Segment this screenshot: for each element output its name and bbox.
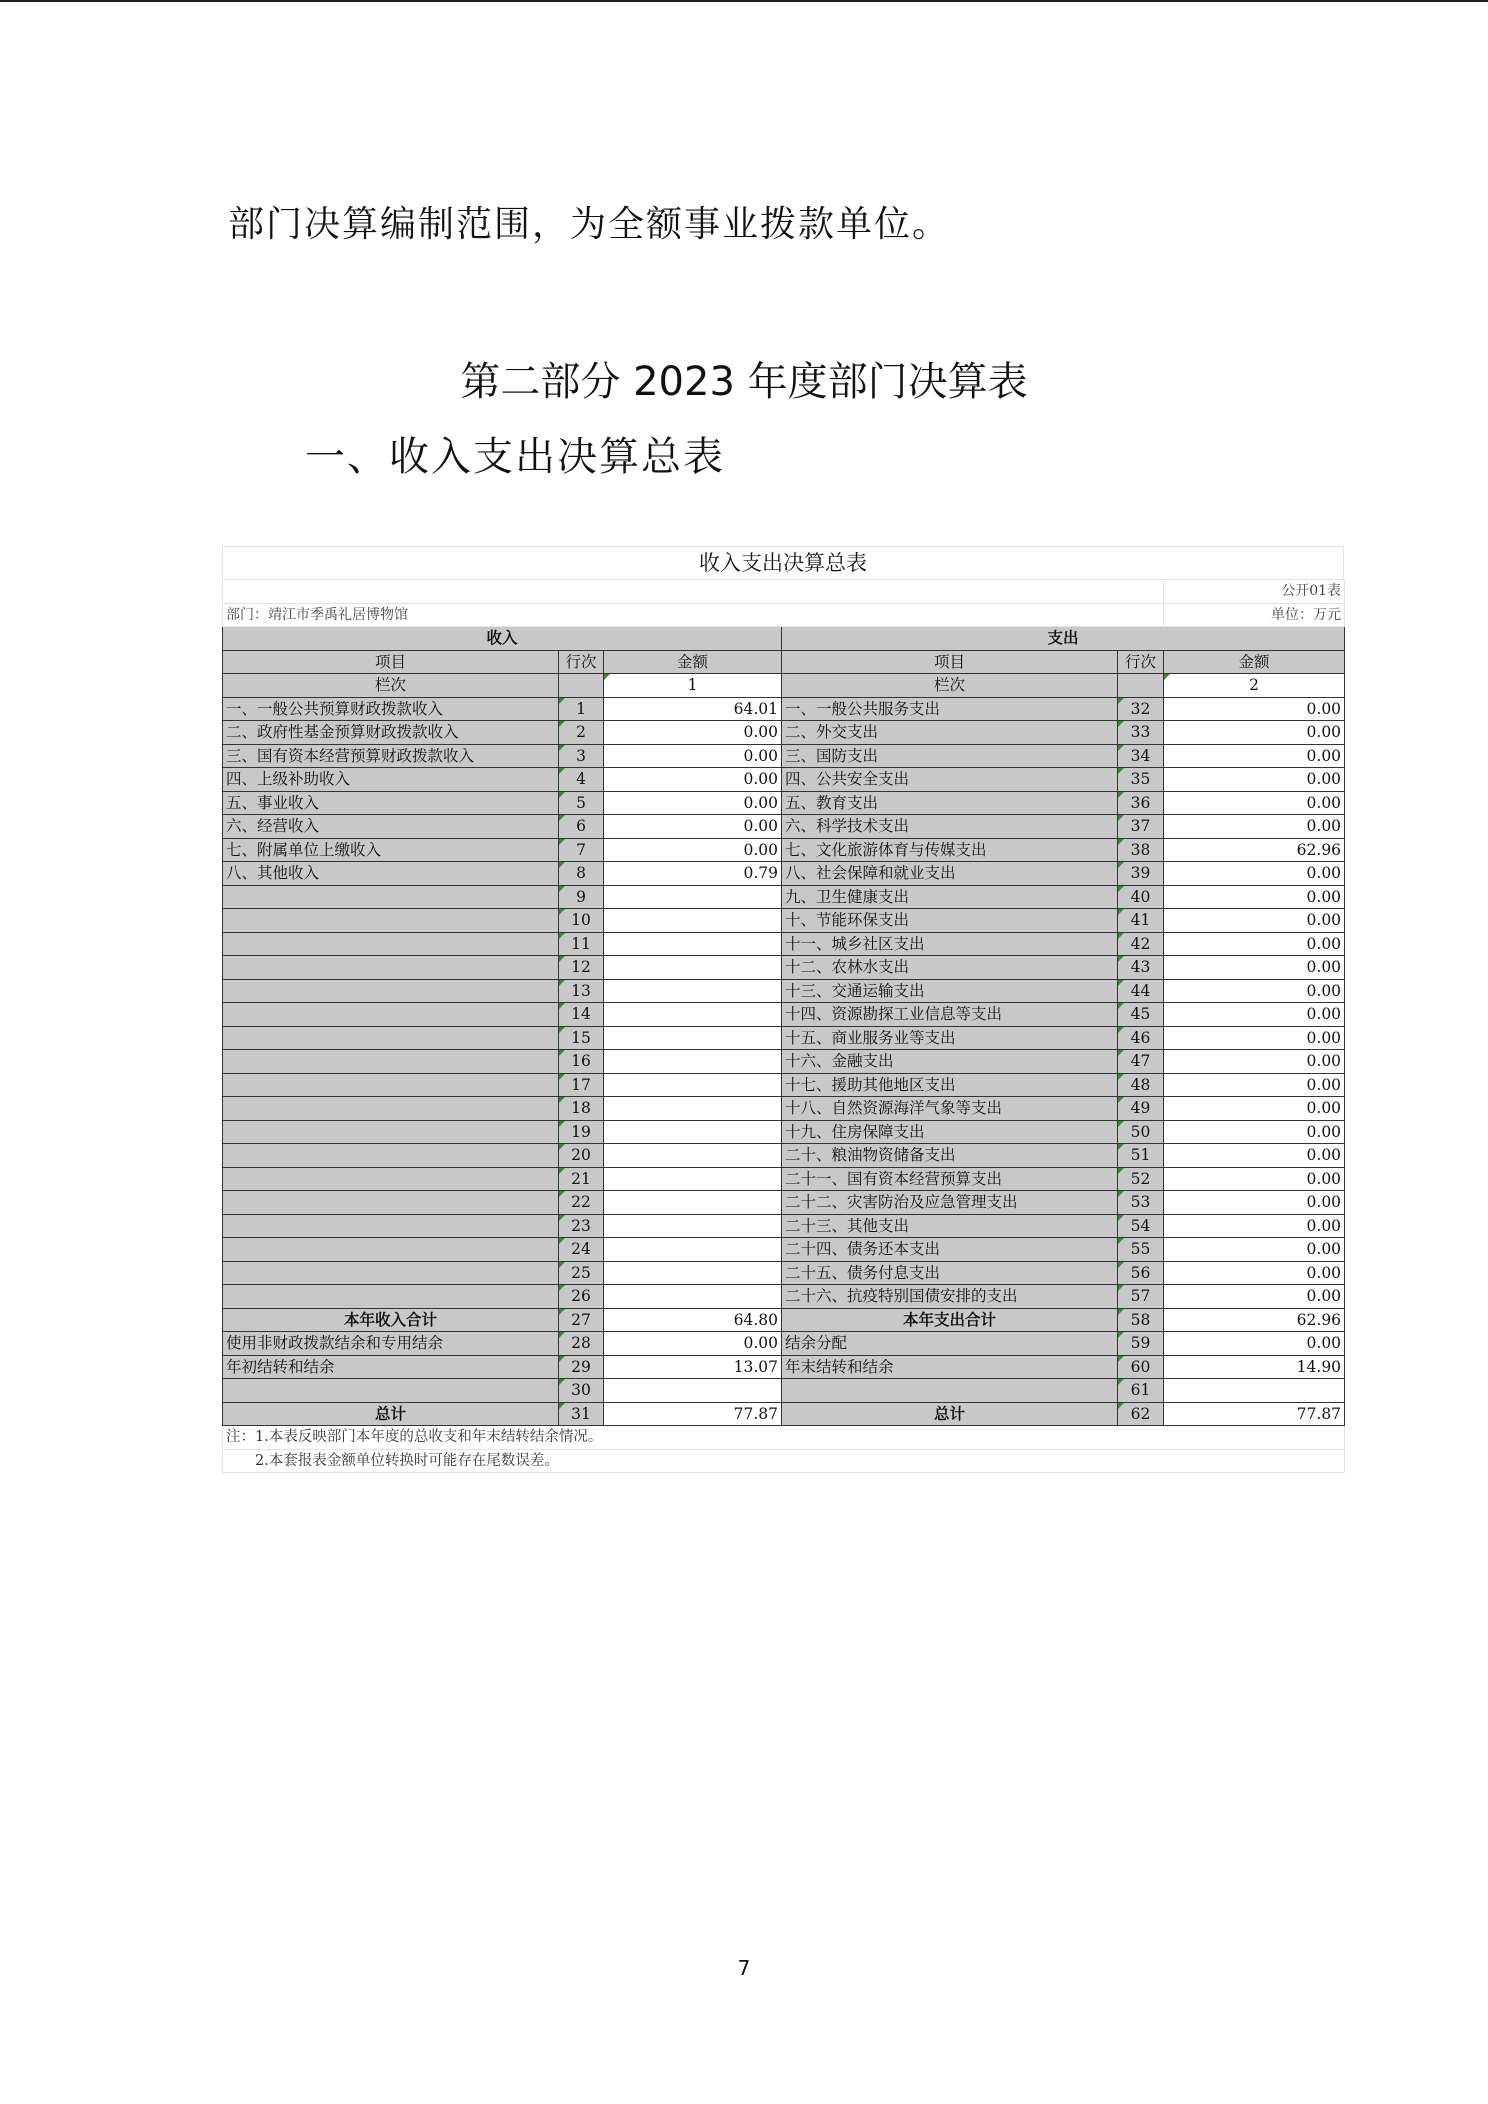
income-line-number: 9 bbox=[559, 885, 604, 909]
income-line-number: 14 bbox=[559, 1003, 604, 1027]
expense-amount: 0.00 bbox=[1164, 744, 1345, 768]
income-item-label bbox=[223, 932, 559, 956]
expense-line-number: 34 bbox=[1118, 744, 1164, 768]
income-line-number: 7 bbox=[559, 838, 604, 862]
income-line-number: 1 bbox=[559, 697, 604, 721]
expense-amount: 62.96 bbox=[1164, 1308, 1345, 1332]
income-amount bbox=[604, 956, 782, 980]
income-line-number: 20 bbox=[559, 1144, 604, 1168]
income-item-label: 使用非财政拨款结余和专用结余 bbox=[223, 1332, 559, 1356]
income-amount: 64.80 bbox=[604, 1308, 782, 1332]
income-item-label bbox=[223, 1003, 559, 1027]
expense-amount-header: 金额 bbox=[1164, 650, 1345, 674]
table-row bbox=[223, 1261, 1345, 1285]
expense-amount: 77.87 bbox=[1164, 1402, 1345, 1426]
income-amount: 0.00 bbox=[604, 744, 782, 768]
income-line-number: 22 bbox=[559, 1191, 604, 1215]
page-number: 7 bbox=[737, 1956, 751, 1980]
table-row bbox=[223, 1238, 1345, 1262]
expense-line-number: 61 bbox=[1118, 1379, 1164, 1403]
table-row bbox=[223, 1097, 1345, 1121]
table-row bbox=[223, 1402, 1345, 1426]
income-line-header: 行次 bbox=[559, 650, 604, 674]
note-row-1 bbox=[223, 1426, 1345, 1450]
part-title-year: 2023 bbox=[633, 359, 735, 405]
income-item-label: 二、政府性基金预算财政拨款收入 bbox=[223, 721, 559, 745]
expense-line-number: 48 bbox=[1118, 1073, 1164, 1097]
income-line-number: 13 bbox=[559, 979, 604, 1003]
expense-amount: 0.00 bbox=[1164, 932, 1345, 956]
expense-line-number: 36 bbox=[1118, 791, 1164, 815]
table-code: 公开01表 bbox=[1164, 580, 1345, 604]
income-amount bbox=[604, 1285, 782, 1309]
table-row bbox=[223, 815, 1345, 839]
expense-amount: 0.00 bbox=[1164, 721, 1345, 745]
expense-line-header: 行次 bbox=[1118, 650, 1164, 674]
expense-amount: 0.00 bbox=[1164, 1097, 1345, 1121]
expense-item-label: 二、外交支出 bbox=[782, 721, 1118, 745]
income-item-label bbox=[223, 979, 559, 1003]
expense-amount: 0.00 bbox=[1164, 862, 1345, 886]
expense-lanci-number: 2 bbox=[1164, 674, 1345, 698]
income-item-label: 本年收入合计 bbox=[223, 1308, 559, 1332]
income-amount bbox=[604, 1379, 782, 1403]
income-line-number: 27 bbox=[559, 1308, 604, 1332]
expense-amount: 0.00 bbox=[1164, 885, 1345, 909]
expense-item-label: 二十六、抗疫特别国债安排的支出 bbox=[782, 1285, 1118, 1309]
expense-item-label: 十七、援助其他地区支出 bbox=[782, 1073, 1118, 1097]
expense-item-label: 二十四、债务还本支出 bbox=[782, 1238, 1118, 1262]
expense-amount: 0.00 bbox=[1164, 1144, 1345, 1168]
income-line-number: 29 bbox=[559, 1355, 604, 1379]
expense-line-number: 58 bbox=[1118, 1308, 1164, 1332]
income-line-number: 8 bbox=[559, 862, 604, 886]
expense-item-label: 本年支出合计 bbox=[782, 1308, 1118, 1332]
expense-amount: 0.00 bbox=[1164, 1214, 1345, 1238]
expense-line-number: 40 bbox=[1118, 885, 1164, 909]
income-line-number: 16 bbox=[559, 1050, 604, 1074]
income-line-number: 17 bbox=[559, 1073, 604, 1097]
expense-line-number: 33 bbox=[1118, 721, 1164, 745]
income-amount-header: 金额 bbox=[604, 650, 782, 674]
income-item-label bbox=[223, 909, 559, 933]
income-amount: 0.00 bbox=[604, 838, 782, 862]
income-amount: 0.00 bbox=[604, 1332, 782, 1356]
expense-line-number: 39 bbox=[1118, 862, 1164, 886]
income-item-label bbox=[223, 1379, 559, 1403]
table-row bbox=[223, 721, 1345, 745]
expense-line-number: 42 bbox=[1118, 932, 1164, 956]
income-amount: 13.07 bbox=[604, 1355, 782, 1379]
expense-line-number: 43 bbox=[1118, 956, 1164, 980]
income-line-number: 24 bbox=[559, 1238, 604, 1262]
income-line-number: 25 bbox=[559, 1261, 604, 1285]
expense-item-label: 二十二、灾害防治及应急管理支出 bbox=[782, 1191, 1118, 1215]
income-item-label bbox=[223, 1097, 559, 1121]
income-amount: 0.00 bbox=[604, 791, 782, 815]
expense-amount: 0.00 bbox=[1164, 697, 1345, 721]
expense-amount: 0.00 bbox=[1164, 1073, 1345, 1097]
expense-line-number: 51 bbox=[1118, 1144, 1164, 1168]
expense-item-label: 十六、金融支出 bbox=[782, 1050, 1118, 1074]
table-row bbox=[223, 744, 1345, 768]
expense-line-number: 62 bbox=[1118, 1402, 1164, 1426]
table-row bbox=[223, 956, 1345, 980]
expense-item-label: 三、国防支出 bbox=[782, 744, 1118, 768]
table-row bbox=[223, 885, 1345, 909]
income-item-label: 年初结转和结余 bbox=[223, 1355, 559, 1379]
expense-item-header: 项目 bbox=[782, 650, 1118, 674]
expense-line-number: 44 bbox=[1118, 979, 1164, 1003]
expense-item-label: 十三、交通运输支出 bbox=[782, 979, 1118, 1003]
expense-amount: 0.00 bbox=[1164, 1050, 1345, 1074]
intro-paragraph: 部门决算编制范围，为全额事业拨款单位。 bbox=[228, 204, 951, 245]
expense-item-label: 六、科学技术支出 bbox=[782, 815, 1118, 839]
income-amount bbox=[604, 1144, 782, 1168]
budget-summary-table bbox=[222, 579, 1345, 1473]
income-amount bbox=[604, 1238, 782, 1262]
income-item-label bbox=[223, 1120, 559, 1144]
income-line-number: 3 bbox=[559, 744, 604, 768]
expense-item-label: 十、节能环保支出 bbox=[782, 909, 1118, 933]
table-note-1: 注：1.本表反映部门本年度的总收支和年末结转结余情况。 bbox=[223, 1426, 1345, 1450]
amount-unit: 单位：万元 bbox=[1164, 603, 1345, 627]
income-amount bbox=[604, 1120, 782, 1144]
income-item-label bbox=[223, 1238, 559, 1262]
income-amount bbox=[604, 932, 782, 956]
department-name: 部门：靖江市季禹礼居博物馆 bbox=[223, 603, 1164, 627]
income-amount bbox=[604, 1073, 782, 1097]
sheet-title: 收入支出决算总表 bbox=[222, 546, 1344, 579]
expense-amount: 0.00 bbox=[1164, 1285, 1345, 1309]
table-row bbox=[223, 1332, 1345, 1356]
income-amount: 0.00 bbox=[604, 721, 782, 745]
table-row bbox=[223, 1167, 1345, 1191]
income-line-number: 10 bbox=[559, 909, 604, 933]
expense-item-label: 四、公共安全支出 bbox=[782, 768, 1118, 792]
expense-line-number: 46 bbox=[1118, 1026, 1164, 1050]
expense-line-number: 49 bbox=[1118, 1097, 1164, 1121]
expense-amount: 0.00 bbox=[1164, 791, 1345, 815]
income-amount bbox=[604, 1097, 782, 1121]
expense-line-number: 57 bbox=[1118, 1285, 1164, 1309]
income-line-number: 12 bbox=[559, 956, 604, 980]
expense-amount: 0.00 bbox=[1164, 1167, 1345, 1191]
income-lanci-number: 1 bbox=[604, 674, 782, 698]
expense-amount: 0.00 bbox=[1164, 1026, 1345, 1050]
income-item-label: 一、一般公共预算财政拨款收入 bbox=[223, 697, 559, 721]
table-row bbox=[223, 1120, 1345, 1144]
expense-line-number: 52 bbox=[1118, 1167, 1164, 1191]
expense-line-number: 55 bbox=[1118, 1238, 1164, 1262]
expense-lanci-label: 栏次 bbox=[782, 674, 1118, 698]
table-row bbox=[223, 932, 1345, 956]
expense-line-number: 59 bbox=[1118, 1332, 1164, 1356]
income-line-number: 30 bbox=[559, 1379, 604, 1403]
expense-line-number: 41 bbox=[1118, 909, 1164, 933]
expense-item-label: 五、教育支出 bbox=[782, 791, 1118, 815]
income-line-number: 11 bbox=[559, 932, 604, 956]
income-item-label bbox=[223, 1285, 559, 1309]
income-lanci-label: 栏次 bbox=[223, 674, 559, 698]
table-row bbox=[223, 979, 1345, 1003]
expense-amount bbox=[1164, 1379, 1345, 1403]
income-amount bbox=[604, 1003, 782, 1027]
expense-item-label: 二十五、债务付息支出 bbox=[782, 1261, 1118, 1285]
expense-amount: 0.00 bbox=[1164, 1332, 1345, 1356]
income-line-number: 26 bbox=[559, 1285, 604, 1309]
table-row bbox=[223, 909, 1345, 933]
income-item-label bbox=[223, 885, 559, 909]
income-item-label: 六、经营收入 bbox=[223, 815, 559, 839]
income-line-number: 5 bbox=[559, 791, 604, 815]
income-amount bbox=[604, 1191, 782, 1215]
expense-item-label: 结余分配 bbox=[782, 1332, 1118, 1356]
expense-item-label: 九、卫生健康支出 bbox=[782, 885, 1118, 909]
expense-item-label: 二十一、国有资本经营预算支出 bbox=[782, 1167, 1118, 1191]
table-row bbox=[223, 1073, 1345, 1097]
lanci-row bbox=[223, 674, 1345, 698]
table-row bbox=[223, 791, 1345, 815]
expense-line-number: 60 bbox=[1118, 1355, 1164, 1379]
expense-item-label: 一、一般公共服务支出 bbox=[782, 697, 1118, 721]
expense-amount: 0.00 bbox=[1164, 1261, 1345, 1285]
expense-line-number: 35 bbox=[1118, 768, 1164, 792]
expense-line-number: 54 bbox=[1118, 1214, 1164, 1238]
table-row bbox=[223, 1026, 1345, 1050]
income-item-header: 项目 bbox=[223, 650, 559, 674]
income-item-label: 四、上级补助收入 bbox=[223, 768, 559, 792]
expense-item-label: 十八、自然资源海洋气象等支出 bbox=[782, 1097, 1118, 1121]
income-line-number: 4 bbox=[559, 768, 604, 792]
income-amount bbox=[604, 979, 782, 1003]
expense-line-number: 47 bbox=[1118, 1050, 1164, 1074]
income-amount bbox=[604, 1167, 782, 1191]
expense-item-label: 年末结转和结余 bbox=[782, 1355, 1118, 1379]
table-row bbox=[223, 1285, 1345, 1309]
income-amount bbox=[604, 1261, 782, 1285]
income-amount bbox=[604, 1214, 782, 1238]
expense-item-label: 十二、农林水支出 bbox=[782, 956, 1118, 980]
table-row bbox=[223, 768, 1345, 792]
expense-item-label: 十四、资源勘探工业信息等支出 bbox=[782, 1003, 1118, 1027]
table-row bbox=[223, 1214, 1345, 1238]
income-item-label: 八、其他收入 bbox=[223, 862, 559, 886]
table-row bbox=[223, 1355, 1345, 1379]
expense-amount: 0.00 bbox=[1164, 979, 1345, 1003]
table-row bbox=[223, 1379, 1345, 1403]
expense-amount: 0.00 bbox=[1164, 909, 1345, 933]
expense-item-label: 总计 bbox=[782, 1402, 1118, 1426]
income-line-number: 2 bbox=[559, 721, 604, 745]
income-item-label: 七、附属单位上缴收入 bbox=[223, 838, 559, 862]
expense-line-number: 45 bbox=[1118, 1003, 1164, 1027]
income-header: 收入 bbox=[223, 627, 782, 651]
expense-item-label: 八、社会保障和就业支出 bbox=[782, 862, 1118, 886]
expense-item-label: 十九、住房保障支出 bbox=[782, 1120, 1118, 1144]
table-note-2: 2.本套报表金额单位转换时可能存在尾数误差。 bbox=[223, 1449, 1345, 1473]
code-row bbox=[223, 580, 1345, 604]
expense-item-label: 十五、商业服务业等支出 bbox=[782, 1026, 1118, 1050]
part-title-suffix: 年度部门决算表 bbox=[747, 359, 1028, 405]
expense-item-label: 七、文化旅游体育与传媒支出 bbox=[782, 838, 1118, 862]
income-item-label bbox=[223, 1144, 559, 1168]
income-item-label: 五、事业收入 bbox=[223, 791, 559, 815]
income-item-label: 三、国有资本经营预算财政拨款收入 bbox=[223, 744, 559, 768]
income-amount: 0.00 bbox=[604, 768, 782, 792]
expense-amount: 0.00 bbox=[1164, 1003, 1345, 1027]
income-amount: 0.00 bbox=[604, 815, 782, 839]
note-row-2 bbox=[223, 1449, 1345, 1473]
expense-line-number: 38 bbox=[1118, 838, 1164, 862]
expense-amount: 0.00 bbox=[1164, 1120, 1345, 1144]
income-amount bbox=[604, 909, 782, 933]
income-item-label bbox=[223, 1073, 559, 1097]
expense-amount: 14.90 bbox=[1164, 1355, 1345, 1379]
expense-line-number: 37 bbox=[1118, 815, 1164, 839]
section-title: 一、收入支出决算总表 bbox=[305, 434, 725, 480]
income-item-label bbox=[223, 1026, 559, 1050]
income-amount bbox=[604, 1026, 782, 1050]
income-amount: 64.01 bbox=[604, 697, 782, 721]
expense-line-number: 53 bbox=[1118, 1191, 1164, 1215]
table-row bbox=[223, 1050, 1345, 1074]
table-row bbox=[223, 1191, 1345, 1215]
income-line-number: 19 bbox=[559, 1120, 604, 1144]
income-line-number: 23 bbox=[559, 1214, 604, 1238]
expense-amount: 0.00 bbox=[1164, 956, 1345, 980]
dept-unit-row bbox=[223, 603, 1345, 627]
income-amount bbox=[604, 885, 782, 909]
table-row bbox=[223, 1144, 1345, 1168]
expense-line-number: 56 bbox=[1118, 1261, 1164, 1285]
expense-amount: 0.00 bbox=[1164, 768, 1345, 792]
income-item-label bbox=[223, 1050, 559, 1074]
income-item-label bbox=[223, 1261, 559, 1285]
table-row bbox=[223, 1003, 1345, 1027]
expense-amount: 0.00 bbox=[1164, 815, 1345, 839]
expense-amount: 0.00 bbox=[1164, 1191, 1345, 1215]
income-line-number: 6 bbox=[559, 815, 604, 839]
table-row bbox=[223, 697, 1345, 721]
table-row bbox=[223, 1308, 1345, 1332]
table-row bbox=[223, 862, 1345, 886]
income-item-label: 总计 bbox=[223, 1402, 559, 1426]
income-item-label bbox=[223, 1191, 559, 1215]
expense-item-label: 二十三、其他支出 bbox=[782, 1214, 1118, 1238]
expense-item-label bbox=[782, 1379, 1118, 1403]
expense-item-label: 十一、城乡社区支出 bbox=[782, 932, 1118, 956]
expense-amount: 62.96 bbox=[1164, 838, 1345, 862]
part-title-prefix: 第二部分 bbox=[460, 359, 621, 405]
column-header-row bbox=[223, 650, 1345, 674]
expense-line-number: 32 bbox=[1118, 697, 1164, 721]
expense-amount: 0.00 bbox=[1164, 1238, 1345, 1262]
income-item-label bbox=[223, 1167, 559, 1191]
expense-line-number: 50 bbox=[1118, 1120, 1164, 1144]
section-header-row bbox=[223, 627, 1345, 651]
income-line-number: 18 bbox=[559, 1097, 604, 1121]
income-line-number: 31 bbox=[559, 1402, 604, 1426]
income-line-number: 21 bbox=[559, 1167, 604, 1191]
income-amount: 77.87 bbox=[604, 1402, 782, 1426]
part-title bbox=[0, 350, 1488, 407]
expense-header: 支出 bbox=[782, 627, 1345, 651]
income-item-label bbox=[223, 956, 559, 980]
income-amount bbox=[604, 1050, 782, 1074]
income-line-number: 15 bbox=[559, 1026, 604, 1050]
income-amount: 0.79 bbox=[604, 862, 782, 886]
income-item-label bbox=[223, 1214, 559, 1238]
table-row bbox=[223, 838, 1345, 862]
budget-summary-sheet bbox=[222, 546, 1344, 1473]
expense-item-label: 二十、粮油物资储备支出 bbox=[782, 1144, 1118, 1168]
income-line-number: 28 bbox=[559, 1332, 604, 1356]
page-top-border bbox=[0, 0, 1488, 2]
